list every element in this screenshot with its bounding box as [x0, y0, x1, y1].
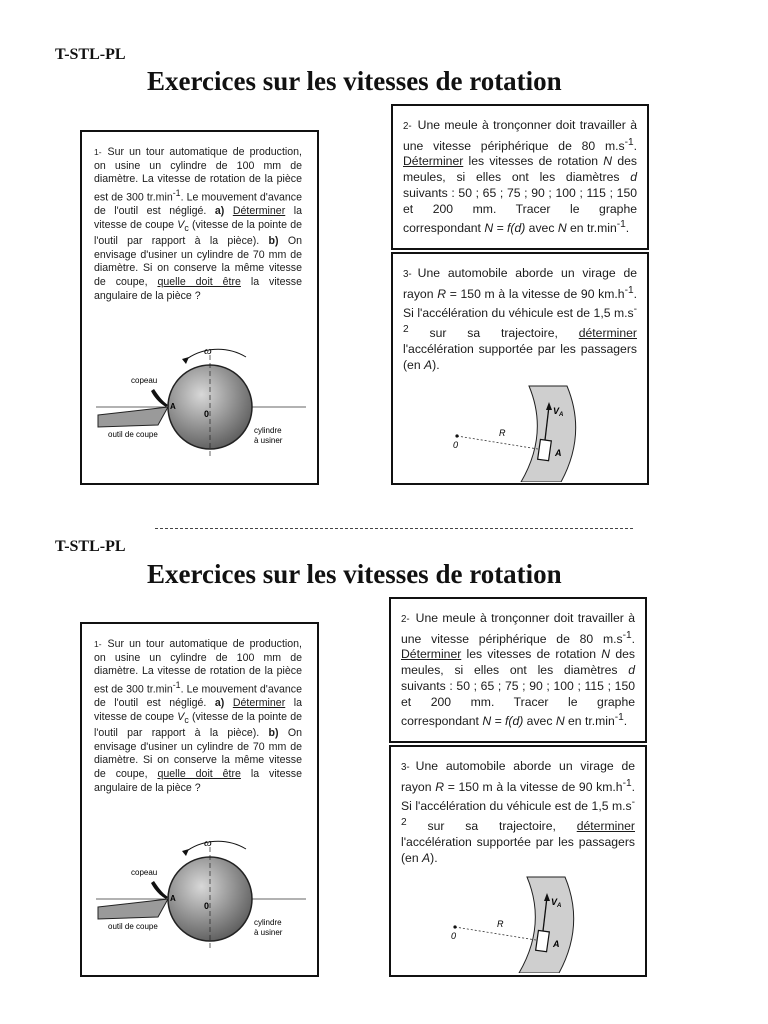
exponent: -1	[624, 284, 634, 296]
keyword-determiner: Déterminer	[232, 696, 286, 709]
text-fragment: = 150 m à la vitesse de 90 km.h	[444, 779, 623, 794]
text-fragment: Une automobile aborde un virage de rayon	[403, 266, 637, 301]
exercise-1-box	[80, 622, 319, 977]
subscript: c	[184, 714, 189, 725]
text-fragment: ).	[432, 357, 440, 372]
subscript: c	[184, 222, 189, 233]
exercise-3-box	[389, 745, 647, 977]
exponent: -2	[401, 797, 635, 829]
symbol-n: N	[555, 714, 565, 729]
exponent: -1	[172, 679, 181, 690]
omega-label: ω	[204, 837, 212, 849]
text-fragment: .	[625, 221, 630, 236]
chip-shape	[151, 389, 168, 407]
copeau-label: copeau	[131, 868, 158, 877]
radius-line	[457, 436, 544, 450]
text-fragment: = 150 m à la vitesse de 90 km.h	[446, 286, 625, 301]
page-title: Exercices sur les vitesses de rotation	[147, 559, 562, 589]
point-a-label: A	[553, 939, 560, 949]
question-label-b: b)	[268, 727, 279, 740]
center-o-label: 0	[453, 440, 459, 450]
keyword-quelle-doit-etre: quelle doit être	[157, 767, 241, 780]
exponent: -1	[622, 777, 632, 789]
lathe-figure	[96, 337, 306, 472]
symbol-d: d	[630, 170, 637, 185]
lathe-figure	[96, 829, 306, 964]
text-fragment: . Si l'accélération du véhicule est de 1,5 m.s	[403, 286, 638, 321]
symbol-n: N	[601, 647, 611, 662]
dashed-divider	[155, 528, 633, 529]
symbol-n: N	[557, 221, 567, 236]
omega-label: ω	[204, 345, 212, 357]
exercise-number: 2-	[401, 614, 410, 625]
point-a-label: A	[555, 448, 562, 458]
text-fragment: la vitesse angulaire de la pièce ?	[94, 767, 302, 794]
keyword-determiner: déterminer	[576, 819, 635, 834]
text-fragment: les vitesses de rotation	[463, 154, 604, 169]
text-fragment: (vitesse de la pointe de l'outil par rapport à la pièce).	[94, 218, 302, 248]
text-fragment: (vitesse de la pointe de l'outil par rapport à la pièce).	[94, 710, 302, 740]
exponent: -1	[172, 187, 181, 198]
a-usiner-label: à usiner	[254, 928, 283, 937]
radius-r-label: R	[497, 919, 504, 929]
keyword-determiner: Déterminer	[403, 154, 464, 169]
keyword-quelle-doit-etre: quelle doit être	[157, 275, 241, 288]
cutting-tool	[98, 899, 168, 919]
exercise-2-box	[389, 597, 647, 743]
exercise-3-text	[403, 266, 637, 373]
text-fragment: avec	[525, 221, 558, 236]
cylindre-label: cylindre	[254, 426, 282, 435]
exercise-2-text	[403, 118, 637, 237]
text-fragment: Sur un tour automatique de production, on usine un cylindre de 100 mm de diamètre. La vitesse de rotation de la pièce est de 300 tr.min	[94, 146, 302, 204]
text-fragment: On envisage d'usiner un cylindre de 70 mm de diamètre. Si on conserve la même vitesse de coupe,	[94, 235, 302, 288]
point-a-label: A	[170, 402, 176, 411]
center-o-label: 0	[204, 409, 210, 419]
text-fragment: la vitesse angulaire de la pièce ?	[94, 275, 302, 302]
center-o-label: 0	[451, 931, 457, 941]
center-point	[453, 925, 456, 928]
text-fragment: l'accélération supportée par les passagers (en	[403, 342, 637, 372]
copeau-label: copeau	[131, 376, 158, 385]
header-tag: T-STL-PL	[55, 538, 126, 555]
exercise-number: 2-	[403, 121, 412, 132]
arrow-head	[182, 357, 189, 364]
text-fragment: la vitesse de coupe	[94, 204, 302, 231]
car-shape	[538, 439, 552, 460]
formula: N = f(d)	[482, 714, 524, 729]
keyword-determiner: Déterminer	[401, 647, 462, 662]
question-label-a: a)	[214, 696, 225, 709]
symbol-vc: V	[177, 218, 185, 231]
outil-label: outil de coupe	[108, 430, 158, 439]
text-fragment: suivants : 50 ; 65 ; 75 ; 90 ; 100 ; 115 ; 150 et 200 mm. Tracer le graphe correspondant	[401, 678, 635, 729]
text-fragment: sur sa trajectoire,	[408, 326, 579, 341]
text-fragment: la vitesse de coupe	[94, 696, 302, 723]
symbol-r: R	[437, 286, 446, 301]
text-fragment: .	[633, 138, 637, 153]
text-fragment: .	[631, 631, 635, 646]
formula: N = f(d)	[484, 221, 526, 236]
text-fragment: Une automobile aborde un virage de rayon	[401, 759, 635, 794]
arrow-head	[182, 849, 189, 856]
text-fragment: des meules, si elles ont les diamètres	[403, 154, 637, 185]
exponent: -2	[403, 304, 637, 336]
exercise-1-text	[94, 638, 302, 795]
exponent: -1	[624, 136, 634, 148]
velocity-label: $V_A$	[551, 897, 562, 909]
exercise-number: 3-	[403, 269, 412, 280]
text-fragment: On envisage d'usiner un cylindre de 70 mm de diamètre. Si on conserve la même vitesse de coupe,	[94, 727, 302, 780]
velocity-label: $V_A$	[553, 406, 564, 418]
symbol-vc: V	[177, 710, 185, 723]
keyword-determiner: déterminer	[578, 326, 637, 341]
road-curve-figure	[447, 875, 627, 973]
exercise-1-box	[80, 130, 319, 485]
cylindre-label: cylindre	[254, 918, 282, 927]
symbol-d: d	[628, 663, 635, 678]
header-tag: T-STL-PL	[55, 46, 126, 63]
exercise-number: 1-	[94, 147, 102, 157]
text-fragment: . Le mouvement d'avance de l'outil est négligé.	[94, 683, 302, 709]
symbol-a: A	[422, 850, 431, 865]
text-fragment: l'accélération supportée par les passagers (en	[401, 835, 635, 865]
symbol-a: A	[424, 357, 433, 372]
text-fragment: . Le mouvement d'avance de l'outil est négligé.	[94, 191, 302, 217]
rotation-arrow	[184, 841, 246, 853]
chip-shape	[151, 881, 168, 899]
radius-r-label: R	[499, 428, 506, 438]
exponent: -1	[616, 219, 626, 231]
text-fragment: en tr.min	[564, 714, 615, 729]
text-fragment: avec	[523, 714, 556, 729]
car-shape	[536, 930, 550, 951]
road-band	[521, 386, 576, 482]
text-fragment: suivants : 50 ; 65 ; 75 ; 90 ; 100 ; 115 ; 150 et 200 mm. Tracer le graphe correspondant	[403, 185, 637, 236]
exponent: -1	[622, 629, 632, 641]
road-band	[519, 877, 574, 973]
road-curve-figure	[449, 384, 629, 482]
a-usiner-label: à usiner	[254, 436, 283, 445]
question-label-b: b)	[268, 235, 279, 248]
exercise-1-text	[94, 146, 302, 303]
text-fragment: ).	[430, 850, 438, 865]
exercise-3-box	[391, 252, 649, 485]
center-o-label: 0	[204, 901, 210, 911]
symbol-r: R	[435, 779, 444, 794]
exponent: -1	[614, 712, 624, 724]
center-point	[455, 434, 458, 437]
text-fragment: Une meule à tronçonner doit travailler à une vitesse périphérique de 80 m.s	[403, 118, 637, 153]
text-fragment: en tr.min	[566, 221, 617, 236]
text-fragment: . Si l'accélération du véhicule est de 1,5 m.s	[401, 779, 636, 814]
exercise-3-text	[401, 759, 635, 866]
rotation-arrow	[184, 349, 246, 361]
page-title: Exercices sur les vitesses de rotation	[147, 66, 562, 96]
text-fragment: Sur un tour automatique de production, on usine un cylindre de 100 mm de diamètre. La vitesse de rotation de la pièce est de 300 tr.min	[94, 638, 302, 696]
question-label-a: a)	[214, 204, 225, 217]
exercise-2-text	[401, 611, 635, 730]
point-a-label: A	[170, 894, 176, 903]
exercise-number: 3-	[401, 762, 410, 773]
text-fragment: des meules, si elles ont les diamètres	[401, 647, 635, 678]
outil-label: outil de coupe	[108, 922, 158, 931]
cutting-tool	[98, 407, 168, 427]
keyword-determiner: Déterminer	[232, 204, 286, 217]
text-fragment: Une meule à tronçonner doit travailler à une vitesse périphérique de 80 m.s	[401, 611, 635, 646]
text-fragment: les vitesses de rotation	[461, 647, 602, 662]
radius-line	[455, 927, 542, 941]
exercise-number: 1-	[94, 639, 102, 649]
exercise-2-box	[391, 104, 649, 250]
text-fragment: .	[623, 714, 628, 729]
text-fragment: sur sa trajectoire,	[406, 819, 577, 834]
symbol-n: N	[603, 154, 613, 169]
